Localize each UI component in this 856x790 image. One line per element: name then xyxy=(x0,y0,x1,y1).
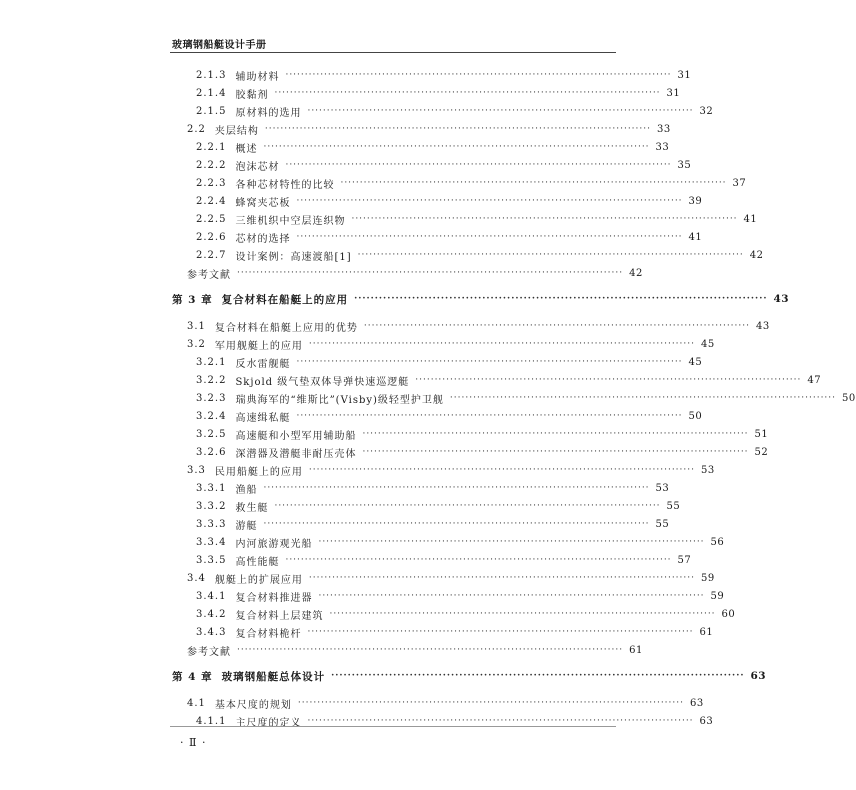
toc-title: 高性能艇 xyxy=(235,556,280,568)
leader-dots: ···································································································· xyxy=(362,447,749,457)
toc-number: 2.2.1 xyxy=(196,141,227,153)
toc-entry[interactable] xyxy=(187,121,671,137)
toc-title: 复合材料推进器 xyxy=(235,592,313,604)
toc-entry[interactable] xyxy=(187,462,715,478)
toc-title: 舰艇上的扩展应用 xyxy=(214,574,303,586)
toc-number: 3.2 xyxy=(187,338,206,350)
toc-entry[interactable] xyxy=(196,157,692,173)
toc-entry[interactable] xyxy=(187,336,715,352)
leader-dots: ···································································································· xyxy=(331,671,745,681)
leader-dots: ···································································································· xyxy=(308,573,695,583)
leader-dots: ···································································································· xyxy=(415,375,802,385)
toc-number: 2.1.4 xyxy=(196,87,227,99)
toc-page-number: 56 xyxy=(710,536,725,548)
toc-number: 4.1 xyxy=(187,697,206,709)
leader-dots: ···································································································· xyxy=(318,537,705,547)
toc-title: 玻璃钢船艇总体设计 xyxy=(221,670,326,683)
leader-dots: ···································································································· xyxy=(307,627,694,637)
toc-title: 芯材的选择 xyxy=(235,233,291,245)
leader-dots: ···································································································· xyxy=(357,250,744,260)
toc-title: 复合材料桅杆 xyxy=(235,628,302,640)
toc-number: 3.2.2 xyxy=(196,374,227,386)
toc-entry[interactable] xyxy=(196,247,764,263)
leader-dots: ···································································································· xyxy=(297,698,684,708)
leader-dots: ···································································································· xyxy=(296,196,683,206)
toc-entry[interactable] xyxy=(196,498,681,514)
toc-number: 3.4.3 xyxy=(196,626,227,638)
toc-entry[interactable] xyxy=(196,624,714,640)
toc-number: 第 4 章 xyxy=(172,670,213,683)
leader-dots: ···································································································· xyxy=(308,465,695,475)
leader-dots: ···································································································· xyxy=(362,429,749,439)
toc-entry[interactable] xyxy=(196,426,769,442)
toc-number: 3.2.3 xyxy=(196,392,227,404)
toc-entry[interactable] xyxy=(196,139,670,155)
toc-title: 反水雷舰艇 xyxy=(235,358,291,370)
toc-page-number: 50 xyxy=(842,392,856,404)
leader-dots: ···································································································· xyxy=(340,178,727,188)
leader-dots: ···································································································· xyxy=(237,268,624,278)
toc-page-number: 47 xyxy=(807,374,822,386)
toc-number: 3.3.3 xyxy=(196,518,227,530)
toc-page-number: 31 xyxy=(677,69,692,81)
toc-title: 设计案例：高速渡船[1] xyxy=(235,251,352,263)
toc-title: 内河旅游观光船 xyxy=(235,538,313,550)
toc-references[interactable] xyxy=(187,642,643,658)
running-header: 玻璃钢船艇设计手册 xyxy=(172,40,267,51)
toc-title: 游艇 xyxy=(235,520,258,532)
leader-dots: ···································································································· xyxy=(354,294,768,304)
toc-title: 瑞典海军的“维斯比”(Visby)级轻型护卫舰 xyxy=(235,394,444,406)
toc-title: 辅助材料 xyxy=(235,71,280,83)
toc-page-number: 51 xyxy=(754,428,769,440)
leader-dots: ···································································································· xyxy=(307,716,694,726)
leader-dots: ···································································································· xyxy=(307,106,694,116)
toc-entry[interactable] xyxy=(196,390,856,406)
toc-title: 概述 xyxy=(235,143,258,155)
toc-page-number: 63 xyxy=(750,670,767,682)
toc-number: 2.2.5 xyxy=(196,213,227,225)
toc-entry[interactable] xyxy=(196,534,725,550)
leader-dots: ···································································································· xyxy=(308,339,695,349)
toc-entry[interactable] xyxy=(196,588,725,604)
toc-number: 3.4 xyxy=(187,572,206,584)
toc-number: 2.1.5 xyxy=(196,105,227,117)
leader-dots: ···································································································· xyxy=(274,88,661,98)
toc-entry[interactable] xyxy=(196,211,758,227)
toc-number: 第 3 章 xyxy=(172,293,213,306)
toc-title: 主尺度的定义 xyxy=(235,717,302,729)
toc-title: 泡沫芯材 xyxy=(235,161,280,173)
leader-dots: ···································································································· xyxy=(263,483,650,493)
toc-title: 救生艇 xyxy=(235,502,269,514)
toc-entry[interactable] xyxy=(196,354,703,370)
toc-page-number: 63 xyxy=(690,697,704,709)
toc-title: 复合材料在船艇上应用的优势 xyxy=(214,322,358,334)
toc-entry[interactable] xyxy=(196,444,769,460)
toc-number: 2.2.2 xyxy=(196,159,227,171)
toc-entry[interactable] xyxy=(196,552,692,568)
toc-title: 复合材料在船艇上的应用 xyxy=(221,293,349,306)
toc-page-number: 32 xyxy=(699,105,714,117)
toc-page-number: 42 xyxy=(629,267,643,279)
toc-references[interactable] xyxy=(187,265,643,281)
leader-dots: ···································································································· xyxy=(296,357,683,367)
toc-page-number: 52 xyxy=(754,446,769,458)
toc-number: 2.2.6 xyxy=(196,231,227,243)
toc-page-number: 61 xyxy=(699,626,714,638)
toc-page-number: 60 xyxy=(721,608,736,620)
leader-dots: ···································································································· xyxy=(285,70,672,80)
leader-dots: ···································································································· xyxy=(274,501,661,511)
toc-entry[interactable] xyxy=(196,193,703,209)
toc-entry[interactable] xyxy=(196,516,670,532)
toc-page-number: 33 xyxy=(655,141,670,153)
toc-page-number: 41 xyxy=(688,231,703,243)
toc-title: 参考文献 xyxy=(187,269,231,281)
toc-page-number: 59 xyxy=(701,572,715,584)
toc-number: 3.2.6 xyxy=(196,446,227,458)
leader-dots: ···································································································· xyxy=(449,393,837,403)
leader-dots: ···································································································· xyxy=(263,142,650,152)
toc-chapter[interactable] xyxy=(172,291,790,307)
toc-title: 各种芯材特性的比较 xyxy=(235,179,335,191)
toc-title: 基本尺度的规划 xyxy=(214,699,292,711)
toc-number: 3.3.1 xyxy=(196,482,227,494)
toc-page-number: 45 xyxy=(688,356,703,368)
toc-title: 高速艇和小型军用辅助船 xyxy=(235,430,357,442)
toc-entry[interactable] xyxy=(196,229,703,245)
leader-dots: ···································································································· xyxy=(285,160,672,170)
toc-title: Skjold 级气垫双体导弹快速巡逻艇 xyxy=(235,376,410,388)
leader-dots: ···································································································· xyxy=(296,232,683,242)
toc-page-number: 42 xyxy=(749,249,764,261)
toc-number: 3.2.5 xyxy=(196,428,227,440)
toc-page-number: 53 xyxy=(701,464,715,476)
toc-page-number: 59 xyxy=(710,590,725,602)
toc-number: 3.1 xyxy=(187,320,206,332)
toc-page-number: 50 xyxy=(688,410,703,422)
toc-title: 复合材料上层建筑 xyxy=(235,610,324,622)
leader-dots: ···································································································· xyxy=(363,321,750,331)
toc-number: 3.2.4 xyxy=(196,410,227,422)
leader-dots: ···································································································· xyxy=(318,591,705,601)
toc-page-number: 61 xyxy=(629,644,643,656)
toc-number: 3.3.2 xyxy=(196,500,227,512)
toc-title: 军用舰艇上的应用 xyxy=(214,340,303,352)
toc-title: 高速缉私艇 xyxy=(235,412,291,424)
toc-number: 3.4.2 xyxy=(196,608,227,620)
toc-title: 渔船 xyxy=(235,484,258,496)
toc-number: 2.1.3 xyxy=(196,69,227,81)
toc-page-number: 45 xyxy=(701,338,715,350)
toc-page-number: 35 xyxy=(677,159,692,171)
toc-entry[interactable] xyxy=(196,408,703,424)
toc-page-number: 31 xyxy=(666,87,681,99)
toc-title: 深潜器及潜艇非耐压壳体 xyxy=(235,448,357,460)
toc-page-number: 37 xyxy=(732,177,747,189)
toc-page-number: 43 xyxy=(773,293,790,305)
toc-title: 参考文献 xyxy=(187,646,231,658)
leader-dots: ···································································································· xyxy=(351,214,738,224)
toc-entry[interactable] xyxy=(196,103,714,119)
toc-chapter[interactable] xyxy=(172,668,767,684)
toc-title: 三维机织中空层连织物 xyxy=(235,215,346,227)
toc-number: 3.2.1 xyxy=(196,356,227,368)
page-folio: · Ⅱ · xyxy=(180,736,207,749)
leader-dots: ···································································································· xyxy=(329,609,716,619)
leader-dots: ···································································································· xyxy=(296,411,683,421)
toc-page-number: 57 xyxy=(677,554,692,566)
toc-page-number: 63 xyxy=(699,715,714,727)
toc-page-number: 39 xyxy=(688,195,703,207)
toc-number: 3.3 xyxy=(187,464,206,476)
toc-number: 3.3.4 xyxy=(196,536,227,548)
toc-page-number: 41 xyxy=(743,213,758,225)
leader-dots: ···································································································· xyxy=(285,555,672,565)
toc-page-number: 43 xyxy=(756,320,770,332)
toc-entry[interactable] xyxy=(196,372,822,388)
toc-entry[interactable] xyxy=(196,85,681,101)
leader-dots: ···································································································· xyxy=(237,645,624,655)
toc-number: 4.1.1 xyxy=(196,715,227,727)
toc-number: 2.2 xyxy=(187,123,206,135)
toc-number: 2.2.7 xyxy=(196,249,227,261)
toc-entry[interactable] xyxy=(187,695,704,711)
toc-title: 胶黏剂 xyxy=(235,89,269,101)
toc-title: 原材料的选用 xyxy=(235,107,302,119)
toc-title: 民用船艇上的应用 xyxy=(214,466,303,478)
toc-page-number: 55 xyxy=(655,518,670,530)
toc-entry[interactable] xyxy=(196,175,747,191)
toc-entry[interactable] xyxy=(187,318,770,334)
toc-page-number: 53 xyxy=(655,482,670,494)
toc-page-number: 33 xyxy=(657,123,671,135)
leader-dots: ···································································································· xyxy=(263,519,650,529)
footer-rule xyxy=(170,726,616,727)
toc-number: 2.2.4 xyxy=(196,195,227,207)
toc-entry[interactable] xyxy=(196,480,670,496)
toc-number: 2.2.3 xyxy=(196,177,227,189)
toc-title: 蜂窝夹芯板 xyxy=(235,197,291,209)
toc-entry[interactable] xyxy=(187,570,715,586)
toc-page-number: 55 xyxy=(666,500,681,512)
toc-title: 夹层结构 xyxy=(214,125,259,137)
toc-number: 3.4.1 xyxy=(196,590,227,602)
toc-number: 3.3.5 xyxy=(196,554,227,566)
toc-entry[interactable] xyxy=(196,606,736,622)
leader-dots: ···································································································· xyxy=(264,124,651,134)
toc-entry[interactable] xyxy=(196,67,692,83)
